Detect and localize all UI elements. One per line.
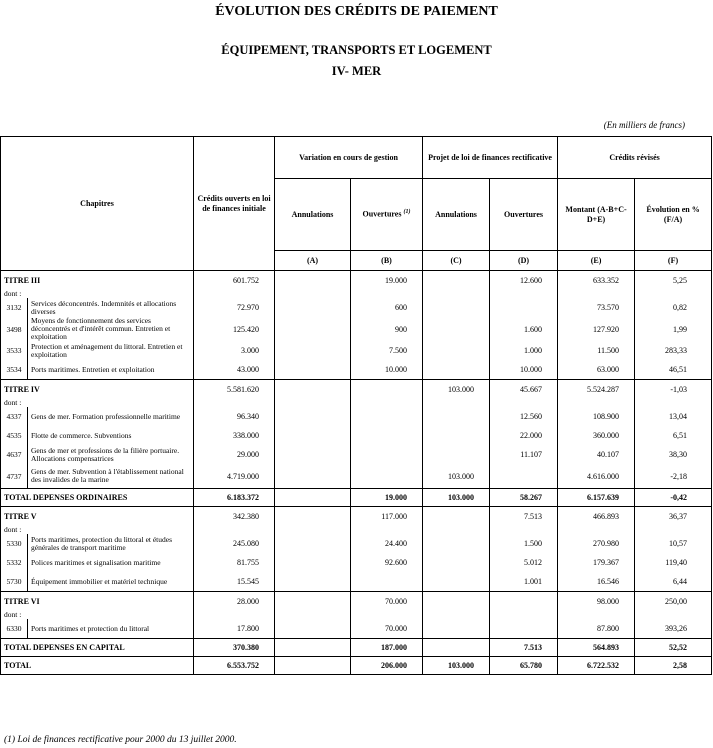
- cell-c: 92.600: [351, 553, 423, 572]
- dont-row: [1, 525, 712, 534]
- cell-b: [275, 553, 351, 572]
- letter-f: (F): [635, 251, 712, 271]
- cell-b: [275, 380, 351, 399]
- cell-a: 72.970: [194, 298, 275, 317]
- cell-c: [351, 525, 423, 534]
- cell-d: [423, 407, 490, 426]
- cell-c: [351, 426, 423, 445]
- cell-a: 342.380: [194, 507, 275, 526]
- cell-a: 601.752: [194, 271, 275, 290]
- cell-g: 5,25: [635, 271, 712, 290]
- cell-f: 87.800: [558, 619, 635, 639]
- cell-b: [275, 657, 351, 675]
- total-row: [1, 639, 712, 657]
- chapter-label: Flotte de commerce. Subventions: [28, 426, 194, 445]
- cell-a: [194, 525, 275, 534]
- cell-b: [275, 534, 351, 553]
- cell-e: 12.560: [490, 407, 558, 426]
- page-title: ÉVOLUTION DES CRÉDITS DE PAIEMENT: [215, 4, 498, 19]
- header-ouvertures-e: Ouvertures: [490, 179, 558, 251]
- cell-f: 6.157.639: [558, 489, 635, 507]
- cell-a: 6.183.372: [194, 489, 275, 507]
- cell-a: 96.340: [194, 407, 275, 426]
- cell-f: [558, 289, 635, 298]
- ministry-subtitle: ÉQUIPEMENT, TRANSPORTS ET LOGEMENT: [221, 43, 492, 57]
- cell-e: 1.000: [490, 341, 558, 360]
- cell-g: 6,51: [635, 426, 712, 445]
- titre-row: [1, 271, 712, 290]
- cell-c: 600: [351, 298, 423, 317]
- cell-g: 52,52: [635, 639, 712, 657]
- cell-c: 7.500: [351, 341, 423, 360]
- cell-g: [635, 610, 712, 619]
- chapter-code: 4737: [1, 464, 28, 489]
- cell-f: [558, 610, 635, 619]
- credits-table: [0, 270, 712, 675]
- cell-a: 338.000: [194, 426, 275, 445]
- cell-a: 17.800: [194, 619, 275, 639]
- cell-d: [423, 610, 490, 619]
- cell-e: 7.513: [490, 639, 558, 657]
- cell-c: 206.000: [351, 657, 423, 675]
- cell-c: 19.000: [351, 489, 423, 507]
- header-chapitres: Chapitres: [1, 137, 194, 271]
- row-label: TITRE V: [1, 507, 194, 526]
- cell-a: [194, 610, 275, 619]
- cell-c: 10.000: [351, 360, 423, 380]
- cell-f: [558, 398, 635, 407]
- table-row: [1, 553, 712, 572]
- cell-a: 125.420: [194, 317, 275, 341]
- cell-b: [275, 610, 351, 619]
- cell-b: [275, 489, 351, 507]
- cell-e: 5.012: [490, 553, 558, 572]
- dont-row: [1, 398, 712, 407]
- chapter-label: Gens de mer. Formation professionnelle maritime: [28, 407, 194, 426]
- cell-c: 70.000: [351, 619, 423, 639]
- chapter-label: Moyens de fonctionnement des services déconcentrés et d'intérêt commun. Entretien et exploitation: [28, 317, 194, 341]
- chapter-label: Protection et aménagement du littoral. Entretien et exploitation: [28, 341, 194, 360]
- cell-b: [275, 426, 351, 445]
- cell-d: [423, 553, 490, 572]
- cell-g: -1,03: [635, 380, 712, 399]
- cell-f: 40.107: [558, 445, 635, 464]
- cell-d: [423, 298, 490, 317]
- cell-e: 1.600: [490, 317, 558, 341]
- header-evolution: Évolution en % (F/A): [635, 179, 712, 251]
- cell-b: [275, 317, 351, 341]
- cell-e: 1.001: [490, 572, 558, 592]
- header-credits-ouverts: Crédits ouverts en loi de finances initiale: [194, 137, 275, 271]
- cell-c: 19.000: [351, 271, 423, 290]
- cell-e: [490, 619, 558, 639]
- cell-g: 36,37: [635, 507, 712, 526]
- cell-e: [490, 289, 558, 298]
- cell-b: [275, 572, 351, 592]
- chapter-label: Polices maritimes et signalisation maritime: [28, 553, 194, 572]
- chapter-code: 5330: [1, 534, 28, 553]
- cell-e: 45.667: [490, 380, 558, 399]
- cell-d: [423, 445, 490, 464]
- cell-d: [423, 289, 490, 298]
- chapter-code: 4535: [1, 426, 28, 445]
- cell-f: 5.524.287: [558, 380, 635, 399]
- header-ouvertures-c: Ouvertures $^{(1)}$: [351, 179, 423, 251]
- cell-f: 179.367: [558, 553, 635, 572]
- cell-d: 103.000: [423, 464, 490, 489]
- unit-note: (En milliers de francs): [603, 120, 685, 130]
- cell-a: 6.553.752: [194, 657, 275, 675]
- cell-e: [490, 525, 558, 534]
- cell-g: 46,51: [635, 360, 712, 380]
- cell-f: 633.352: [558, 271, 635, 290]
- cell-a: 15.545: [194, 572, 275, 592]
- cell-d: [423, 360, 490, 380]
- cell-b: [275, 298, 351, 317]
- table-row: [1, 464, 712, 489]
- cell-e: [490, 464, 558, 489]
- cell-c: 117.000: [351, 507, 423, 526]
- cell-a: 245.080: [194, 534, 275, 553]
- cell-c: 900: [351, 317, 423, 341]
- cell-e: [490, 398, 558, 407]
- row-label: TITRE IV: [1, 380, 194, 399]
- cell-c: [351, 464, 423, 489]
- chapter-code: 4637: [1, 445, 28, 464]
- chapter-label: Ports maritimes. Entretien et exploitation: [28, 360, 194, 380]
- row-label: TOTAL: [1, 657, 194, 675]
- cell-b: [275, 407, 351, 426]
- cell-f: 11.500: [558, 341, 635, 360]
- cell-c: 24.400: [351, 534, 423, 553]
- cell-b: [275, 525, 351, 534]
- cell-c: 70.000: [351, 592, 423, 611]
- chapter-label: Équipement immobilier et matériel technique: [28, 572, 194, 592]
- cell-e: 10.000: [490, 360, 558, 380]
- cell-d: [423, 525, 490, 534]
- cell-a: 3.000: [194, 341, 275, 360]
- cell-d: [423, 271, 490, 290]
- cell-g: -0,42: [635, 489, 712, 507]
- cell-d: [423, 398, 490, 407]
- letter-e: (E): [558, 251, 635, 271]
- row-label: TOTAL DEPENSES EN CAPITAL: [1, 639, 194, 657]
- chapter-label: Ports maritimes, protection du littoral et études générales de transport maritime: [28, 534, 194, 553]
- cell-e: 11.107: [490, 445, 558, 464]
- cell-c: [351, 398, 423, 407]
- header-montant: Montant (A-B+C-D+E): [558, 179, 635, 251]
- cell-e: [490, 610, 558, 619]
- titre-row: [1, 592, 712, 611]
- cell-g: 250,00: [635, 592, 712, 611]
- chapter-code: 5730: [1, 572, 28, 592]
- cell-a: [194, 398, 275, 407]
- dont-label: dont :: [1, 525, 194, 534]
- cell-g: 6,44: [635, 572, 712, 592]
- table-row: [1, 426, 712, 445]
- titre-row: [1, 380, 712, 399]
- row-label: TITRE III: [1, 271, 194, 290]
- cell-b: [275, 639, 351, 657]
- table-row: [1, 407, 712, 426]
- cell-b: [275, 592, 351, 611]
- table-row: [1, 360, 712, 380]
- cell-e: 65.780: [490, 657, 558, 675]
- chapter-code: 3534: [1, 360, 28, 380]
- cell-a: 29.000: [194, 445, 275, 464]
- cell-g: 38,30: [635, 445, 712, 464]
- cell-b: [275, 398, 351, 407]
- chapter-code: 3132: [1, 298, 28, 317]
- footnote-ref: (1): [403, 209, 411, 216]
- header-annulations-d: Annulations: [423, 179, 490, 251]
- cell-g: [635, 398, 712, 407]
- cell-d: [423, 341, 490, 360]
- cell-a: 5.581.620: [194, 380, 275, 399]
- cell-g: 10,57: [635, 534, 712, 553]
- chapter-code: 3498: [1, 317, 28, 341]
- cell-c: [351, 610, 423, 619]
- cell-e: 7.513: [490, 507, 558, 526]
- cell-f: 127.920: [558, 317, 635, 341]
- total-row: [1, 489, 712, 507]
- table-row: [1, 341, 712, 360]
- dont-label: dont :: [1, 289, 194, 298]
- chapter-code: 6330: [1, 619, 28, 639]
- cell-g: 393,26: [635, 619, 712, 639]
- row-label: TITRE VI: [1, 592, 194, 611]
- letter-d: (D): [490, 251, 558, 271]
- cell-g: [635, 525, 712, 534]
- row-label: TOTAL DEPENSES ORDINAIRES: [1, 489, 194, 507]
- header-variation-group: Variation en cours de gestion: [275, 137, 423, 179]
- cell-g: -2,18: [635, 464, 712, 489]
- chapter-label: Ports maritimes et protection du littoral: [28, 619, 194, 639]
- section-subtitle: IV- MER: [331, 64, 382, 78]
- cell-b: [275, 445, 351, 464]
- cell-b: [275, 360, 351, 380]
- cell-f: 270.980: [558, 534, 635, 553]
- table-row: [1, 445, 712, 464]
- cell-e: 58.267: [490, 489, 558, 507]
- cell-d: 103.000: [423, 657, 490, 675]
- cell-f: 564.893: [558, 639, 635, 657]
- cell-c: [351, 445, 423, 464]
- cell-g: 283,33: [635, 341, 712, 360]
- cell-c: [351, 572, 423, 592]
- cell-b: [275, 271, 351, 290]
- table-row: [1, 534, 712, 553]
- table-header: [0, 136, 712, 271]
- cell-b: [275, 619, 351, 639]
- header-revises-group: Crédits révisés: [558, 137, 712, 179]
- cell-a: 370.380: [194, 639, 275, 657]
- cell-a: [194, 289, 275, 298]
- chapter-code: 4337: [1, 407, 28, 426]
- cell-d: 103.000: [423, 380, 490, 399]
- cell-a: 4.719.000: [194, 464, 275, 489]
- cell-d: [423, 507, 490, 526]
- table-row: [1, 572, 712, 592]
- cell-d: [423, 619, 490, 639]
- chapter-label: Gens de mer. Subvention à l'établissement national des invalides de la marine: [28, 464, 194, 489]
- cell-g: [635, 289, 712, 298]
- cell-g: 119,40: [635, 553, 712, 572]
- cell-e: [490, 298, 558, 317]
- header-annulations-b: Annulations: [275, 179, 351, 251]
- footnote: (1) Loi de finances rectificative pour 2000 du 13 juillet 2000.: [4, 735, 237, 745]
- cell-d: [423, 639, 490, 657]
- cell-f: [558, 525, 635, 534]
- cell-e: [490, 592, 558, 611]
- cell-f: 63.000: [558, 360, 635, 380]
- cell-d: [423, 317, 490, 341]
- table-row: [1, 317, 712, 341]
- cell-f: 73.570: [558, 298, 635, 317]
- cell-c: [351, 407, 423, 426]
- chapter-code: 3533: [1, 341, 28, 360]
- cell-a: 28.000: [194, 592, 275, 611]
- cell-d: [423, 572, 490, 592]
- cell-b: [275, 341, 351, 360]
- dont-label: dont :: [1, 610, 194, 619]
- chapter-label: Gens de mer et professions de la filière portuaire. Allocations compensatrices: [28, 445, 194, 464]
- letter-c: (C): [423, 251, 490, 271]
- cell-b: [275, 464, 351, 489]
- cell-b: [275, 507, 351, 526]
- cell-d: [423, 592, 490, 611]
- letter-a: (A): [275, 251, 351, 271]
- titre-row: [1, 507, 712, 526]
- cell-g: 1,99: [635, 317, 712, 341]
- chapter-label: Services déconcentrés. Indemnités et allocations diverses: [28, 298, 194, 317]
- cell-e: 1.500: [490, 534, 558, 553]
- cell-c: [351, 289, 423, 298]
- cell-a: 43.000: [194, 360, 275, 380]
- letter-b: (B): [351, 251, 423, 271]
- cell-f: 6.722.532: [558, 657, 635, 675]
- cell-f: 360.000: [558, 426, 635, 445]
- cell-f: 16.546: [558, 572, 635, 592]
- cell-g: 2,58: [635, 657, 712, 675]
- cell-d: [423, 426, 490, 445]
- cell-f: 98.000: [558, 592, 635, 611]
- cell-a: 81.755: [194, 553, 275, 572]
- cell-f: 4.616.000: [558, 464, 635, 489]
- cell-c: 187.000: [351, 639, 423, 657]
- cell-b: [275, 289, 351, 298]
- dont-row: [1, 289, 712, 298]
- dont-label: dont :: [1, 398, 194, 407]
- cell-g: 0,82: [635, 298, 712, 317]
- cell-e: 12.600: [490, 271, 558, 290]
- cell-d: [423, 534, 490, 553]
- total-row: [1, 657, 712, 675]
- header-projet-group: Projet de loi de finances rectificative: [423, 137, 558, 179]
- chapter-code: 5332: [1, 553, 28, 572]
- cell-c: [351, 380, 423, 399]
- cell-d: 103.000: [423, 489, 490, 507]
- cell-e: 22.000: [490, 426, 558, 445]
- cell-f: 108.900: [558, 407, 635, 426]
- table-row: [1, 298, 712, 317]
- cell-g: 13,04: [635, 407, 712, 426]
- cell-f: 466.893: [558, 507, 635, 526]
- dont-row: [1, 610, 712, 619]
- table-row: [1, 619, 712, 639]
